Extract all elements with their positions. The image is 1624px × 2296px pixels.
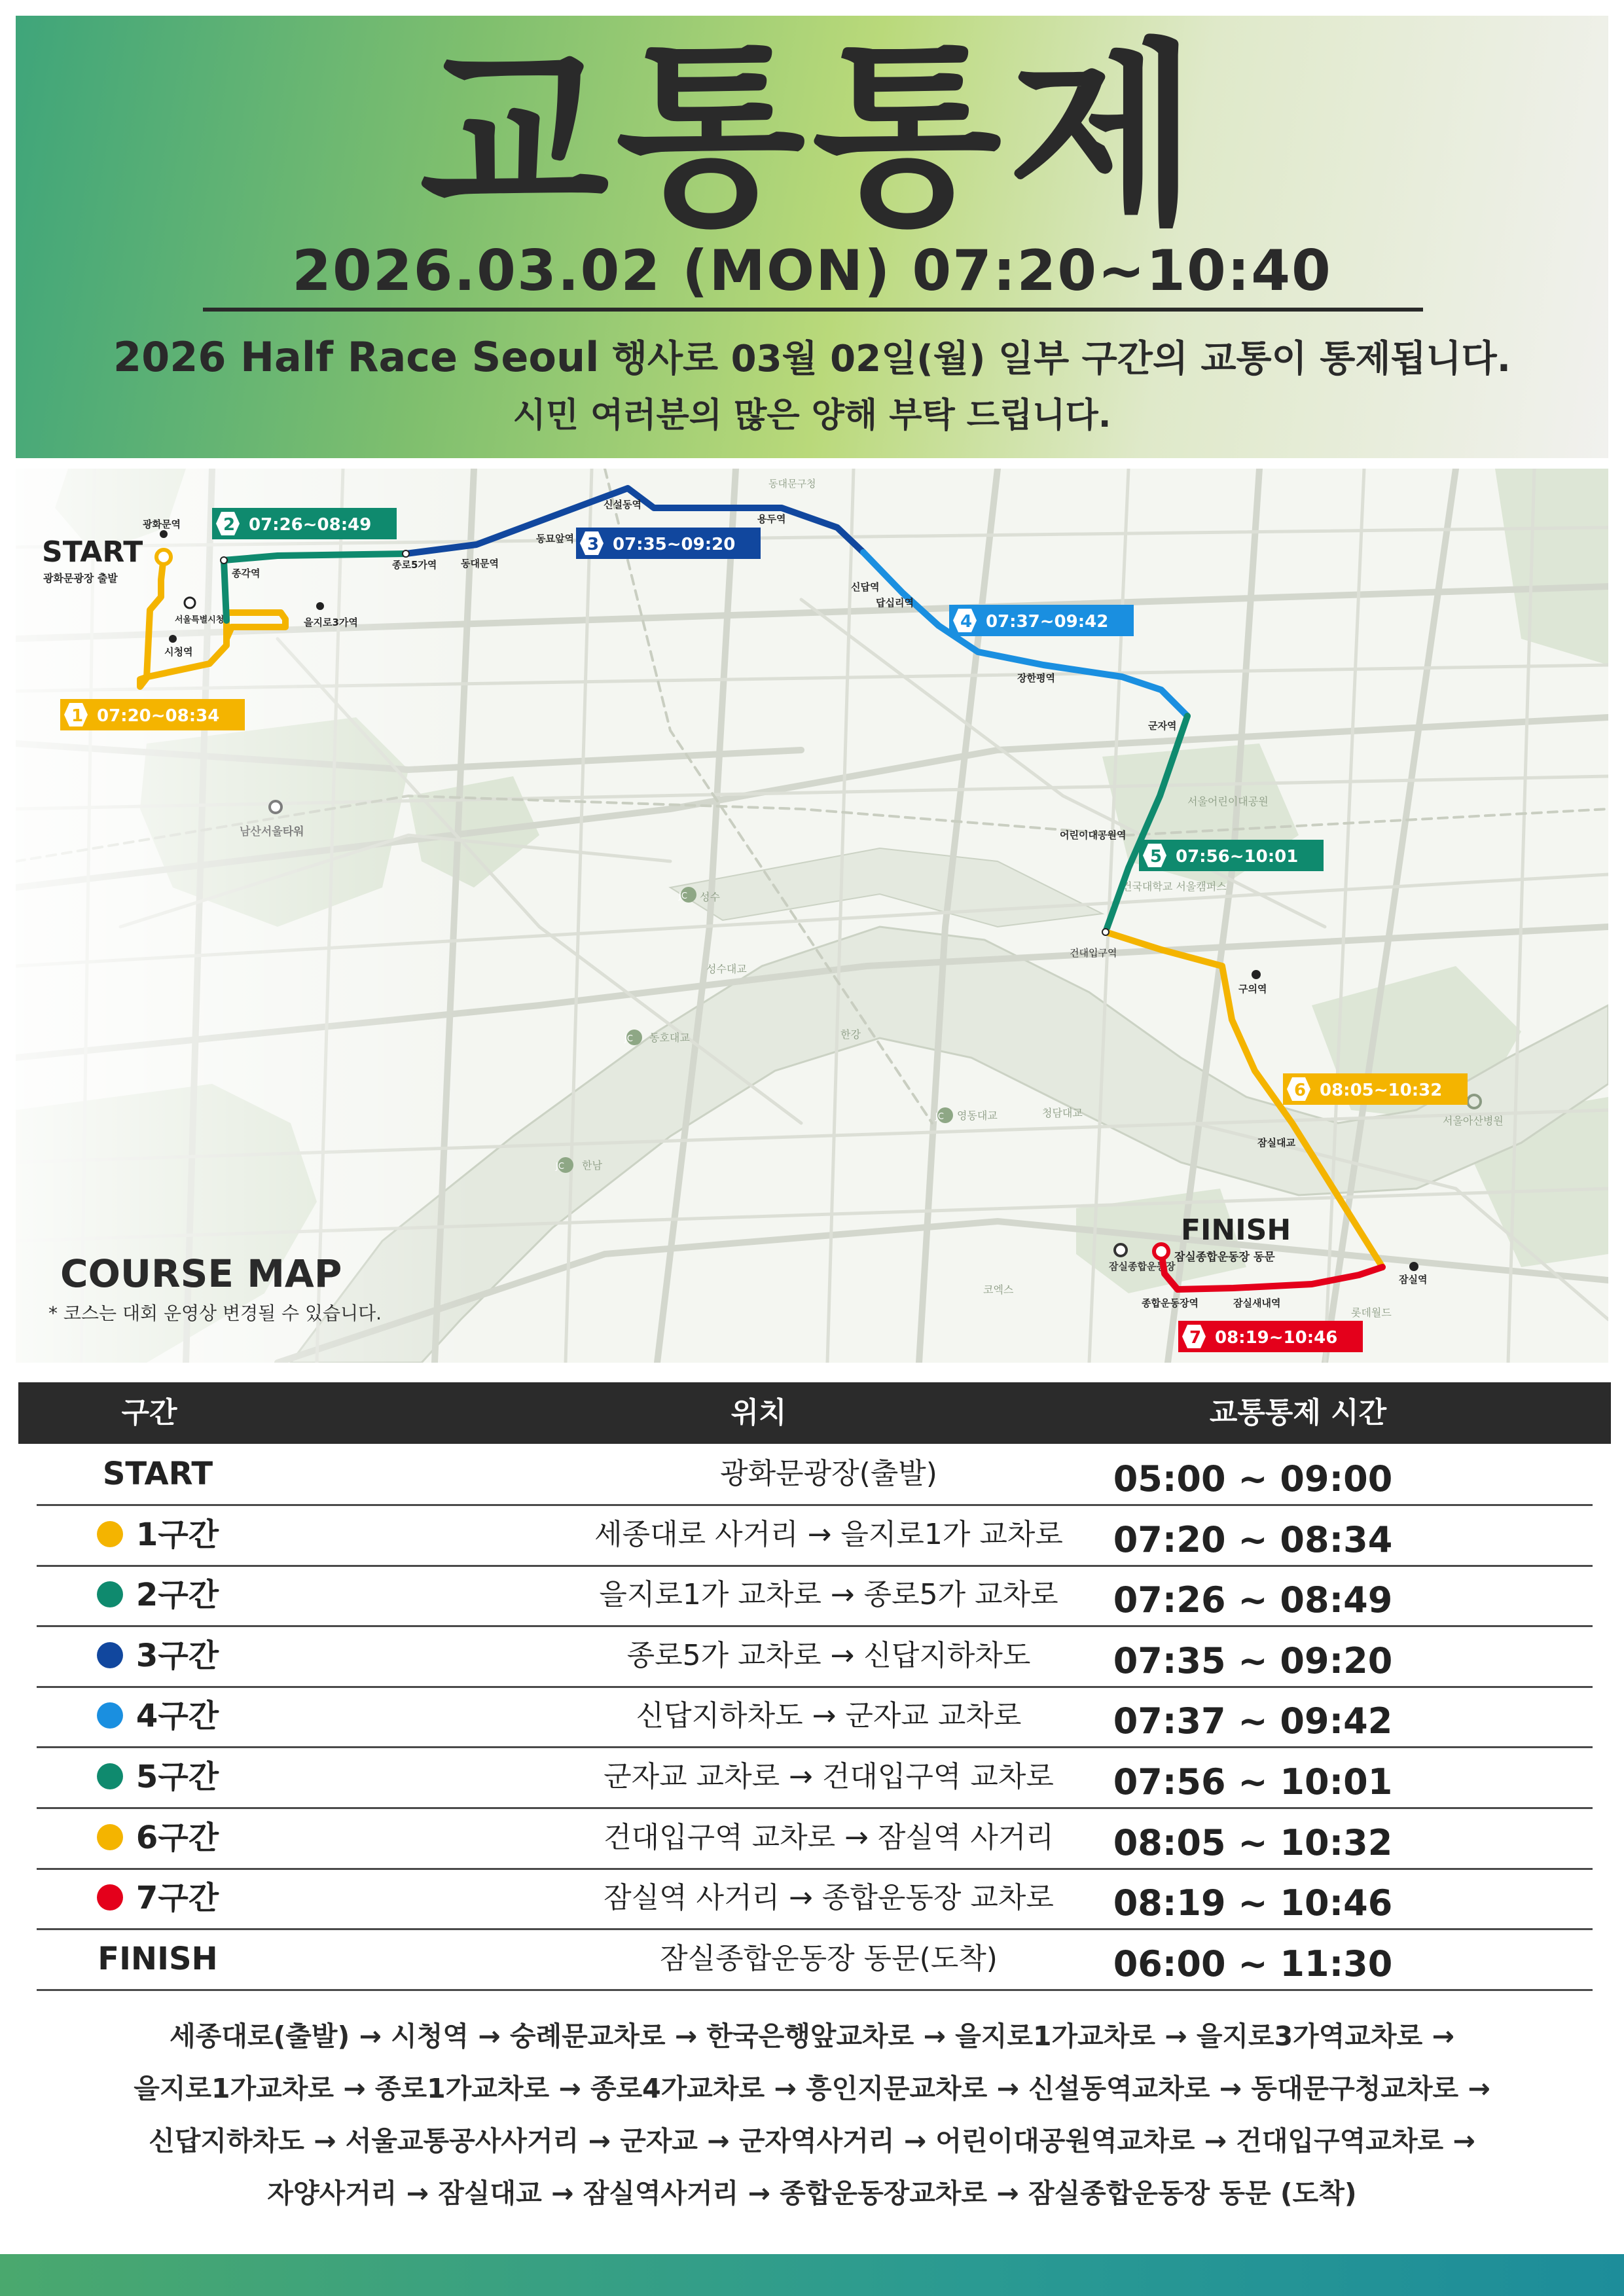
table-row bbox=[37, 1505, 1593, 1567]
svg-text:7: 7 bbox=[1189, 1328, 1202, 1348]
row-time: 07:37 ~ 09:42 bbox=[1113, 1700, 1393, 1742]
section-label: 4구간 bbox=[135, 1698, 219, 1735]
section-color-dot bbox=[97, 1642, 123, 1668]
finish-sub: 잠실종합운동장 동문 bbox=[1174, 1251, 1275, 1264]
row-section bbox=[37, 1868, 279, 1928]
section-label: 5구간 bbox=[135, 1759, 219, 1795]
svg-text:성수대교: 성수대교 bbox=[706, 963, 747, 975]
svg-text:한강: 한강 bbox=[840, 1028, 861, 1041]
table-row bbox=[37, 1808, 1593, 1870]
svg-text:구의역: 구의역 bbox=[1238, 983, 1267, 995]
row-location: 종로5가 교차로 → 신답지하차도 bbox=[626, 1638, 1031, 1672]
row-section bbox=[37, 1929, 279, 1989]
th-time: 교통통제 시간 bbox=[1209, 1396, 1387, 1429]
event-date: 2026.03.02 (MON) 07:20~10:40 bbox=[292, 238, 1332, 304]
start-sub: 광화문광장 출발 bbox=[43, 572, 118, 584]
svg-text:잠실대교: 잠실대교 bbox=[1257, 1137, 1295, 1149]
svg-text:코엑스: 코엑스 bbox=[983, 1283, 1014, 1296]
section-color-dot bbox=[97, 1824, 123, 1850]
svg-text:동대문구청: 동대문구청 bbox=[768, 478, 816, 490]
section-color-dot bbox=[97, 1763, 123, 1789]
svg-text:JC: JC bbox=[556, 1162, 564, 1172]
svg-text:신설동역: 신설동역 bbox=[604, 499, 641, 511]
row-time: 07:35 ~ 09:20 bbox=[1113, 1640, 1393, 1681]
row-time: 07:26 ~ 08:49 bbox=[1113, 1579, 1393, 1621]
svg-text:장한평역: 장한평역 bbox=[1017, 672, 1055, 684]
section-label: 3구간 bbox=[135, 1637, 219, 1674]
route-line-2: 을지로1가교차로 → 종로1가교차로 → 종로4가교차로 → 흥인지문교차로 → 신설동역교차로 → 동대문구청교차로 → bbox=[134, 2073, 1490, 2104]
course-map bbox=[16, 469, 1608, 1363]
svg-text:1: 1 bbox=[71, 706, 84, 726]
svg-text:성수: 성수 bbox=[700, 891, 720, 903]
footer-bar bbox=[0, 2254, 1624, 2296]
svg-text:6: 6 bbox=[1294, 1081, 1307, 1100]
svg-text:서울특별시청: 서울특별시청 bbox=[175, 615, 225, 625]
svg-text:08:19~10:46: 08:19~10:46 bbox=[1215, 1328, 1338, 1348]
row-location: 세종대로 사거리 → 을지로1가 교차로 bbox=[594, 1517, 1063, 1551]
row-location: 잠실역 사거리 → 종합운동장 교차로 bbox=[604, 1881, 1054, 1915]
row-time: 08:19 ~ 10:46 bbox=[1113, 1882, 1393, 1924]
course-map-note: * 코스는 대회 운영상 변경될 수 있습니다. bbox=[48, 1302, 382, 1324]
svg-text:신답역: 신답역 bbox=[851, 581, 880, 593]
row-section bbox=[37, 1626, 279, 1686]
section-label: FINISH bbox=[98, 1940, 218, 1977]
svg-text:07:56~10:01: 07:56~10:01 bbox=[1176, 847, 1299, 867]
svg-text:잠실역: 잠실역 bbox=[1399, 1274, 1428, 1285]
svg-text:을지로3가역: 을지로3가역 bbox=[304, 617, 358, 628]
row-section bbox=[37, 1686, 279, 1746]
row-time: 06:00 ~ 11:30 bbox=[1113, 1943, 1393, 1984]
start-marker bbox=[156, 550, 171, 564]
svg-text:영동대교: 영동대교 bbox=[957, 1109, 998, 1122]
row-location: 잠실종합운동장 동문(도착) bbox=[660, 1941, 998, 1975]
th-location: 위치 bbox=[731, 1396, 787, 1429]
table-row bbox=[37, 1444, 1593, 1506]
table-row bbox=[37, 1929, 1593, 1991]
svg-text:3: 3 bbox=[587, 535, 600, 554]
segment-tag-7 bbox=[1178, 1321, 1363, 1352]
svg-text:동호대교: 동호대교 bbox=[649, 1031, 690, 1044]
svg-text:07:20~08:34: 07:20~08:34 bbox=[97, 706, 220, 726]
svg-text:용두역: 용두역 bbox=[757, 513, 786, 525]
segment-tag-4 bbox=[949, 605, 1134, 636]
course-map-title: COURSE MAP bbox=[60, 1251, 342, 1296]
row-section bbox=[37, 1505, 279, 1565]
section-label: START bbox=[102, 1456, 213, 1492]
map-canvas bbox=[16, 469, 1608, 1363]
row-time: 07:56 ~ 10:01 bbox=[1113, 1761, 1393, 1803]
svg-text:어린이대공원역: 어린이대공원역 bbox=[1060, 829, 1127, 841]
svg-text:종로5가역: 종로5가역 bbox=[392, 559, 437, 571]
svg-text:07:35~09:20: 07:35~09:20 bbox=[613, 535, 736, 554]
section-color-dot bbox=[97, 1581, 123, 1607]
svg-text:종각역: 종각역 bbox=[232, 567, 261, 579]
row-location: 건대입구역 교차로 → 잠실역 사거리 bbox=[604, 1820, 1054, 1854]
segment-tag-2 bbox=[212, 508, 397, 539]
notice-line-1 bbox=[16, 330, 1608, 382]
svg-text:4: 4 bbox=[960, 612, 973, 632]
table-row bbox=[37, 1565, 1593, 1627]
row-location: 광화문광장(출발) bbox=[720, 1457, 937, 1490]
table-row bbox=[37, 1686, 1593, 1748]
table-row bbox=[37, 1868, 1593, 1930]
segment-tag-6 bbox=[1283, 1073, 1468, 1105]
row-section bbox=[37, 1747, 279, 1807]
svg-text:건대입구역: 건대입구역 bbox=[1070, 947, 1117, 959]
table-row bbox=[37, 1626, 1593, 1688]
row-section bbox=[37, 1565, 279, 1625]
svg-text:롯데월드: 롯데월드 bbox=[1351, 1306, 1392, 1319]
svg-text:건국대학교 서울캠퍼스: 건국대학교 서울캠퍼스 bbox=[1122, 880, 1227, 893]
svg-text:JC: JC bbox=[935, 1112, 944, 1122]
svg-text:2: 2 bbox=[223, 515, 236, 535]
route-line-3: 신답지하차도 → 서울교통공사사거리 → 군자교 → 군자역사거리 → 어린이대공원역교차로 → 건대입구역교차로 → bbox=[149, 2125, 1475, 2157]
header-banner bbox=[16, 16, 1608, 458]
page-title: 교통통제 bbox=[419, 22, 1205, 251]
table-row bbox=[37, 1747, 1593, 1809]
notice-line-2: 시민 여러분의 많은 양해 부탁 드립니다. bbox=[513, 396, 1111, 435]
section-color-dot bbox=[97, 1884, 123, 1910]
row-location: 을지로1가 교차로 → 종로5가 교차로 bbox=[599, 1578, 1058, 1612]
route-line-4: 자양사거리 → 잠실대교 → 잠실역사거리 → 종합운동장교차로 → 잠실종합운동장 동문 (도착) bbox=[267, 2178, 1357, 2209]
svg-text:동묘앞역: 동묘앞역 bbox=[536, 533, 574, 545]
table-header bbox=[18, 1382, 1611, 1444]
svg-text:종합운동장역: 종합운동장역 bbox=[1142, 1297, 1199, 1309]
svg-text:군자역: 군자역 bbox=[1148, 720, 1177, 732]
svg-text:07:26~08:49: 07:26~08:49 bbox=[249, 515, 372, 535]
row-time: 08:05 ~ 10:32 bbox=[1113, 1821, 1393, 1863]
row-time: 07:20 ~ 08:34 bbox=[1113, 1518, 1393, 1560]
svg-text:동대문역: 동대문역 bbox=[461, 558, 499, 569]
row-time: 05:00 ~ 09:00 bbox=[1113, 1458, 1393, 1499]
header-divider bbox=[203, 308, 1423, 312]
section-label: 6구간 bbox=[135, 1819, 219, 1856]
svg-text:07:37~09:42: 07:37~09:42 bbox=[986, 612, 1109, 632]
svg-text:서울어린이대공원: 서울어린이대공원 bbox=[1187, 795, 1269, 808]
row-location: 군자교 교차로 → 건대입구역 교차로 bbox=[604, 1760, 1054, 1793]
section-color-dot bbox=[97, 1702, 123, 1729]
svg-text:청담대교: 청담대교 bbox=[1042, 1107, 1083, 1119]
finish-label: FINISH bbox=[1181, 1213, 1291, 1247]
section-label: 7구간 bbox=[135, 1880, 219, 1917]
row-section bbox=[37, 1808, 279, 1868]
svg-text:5: 5 bbox=[1150, 847, 1163, 867]
th-section: 구간 bbox=[121, 1396, 177, 1429]
row-section bbox=[37, 1444, 279, 1504]
svg-text:한남: 한남 bbox=[582, 1159, 602, 1172]
segment-tag-3 bbox=[576, 528, 761, 559]
segment-tag-1 bbox=[60, 699, 245, 730]
svg-text:답십리역: 답십리역 bbox=[876, 597, 914, 609]
finish-marker bbox=[1154, 1244, 1168, 1259]
svg-text:JC: JC bbox=[679, 891, 687, 901]
svg-text:광화문역: 광화문역 bbox=[143, 518, 181, 530]
route-line-1: 세종대로(출발) → 시청역 → 숭례문교차로 → 한국은행앞교차로 → 을지로1가교차로 → 을지로3가역교차로 → bbox=[170, 2020, 1454, 2052]
svg-text:JC: JC bbox=[624, 1034, 633, 1044]
section-label: 1구간 bbox=[135, 1516, 219, 1553]
svg-text:서울아산병원: 서울아산병원 bbox=[1443, 1115, 1504, 1127]
row-location: 신답지하차도 → 군자교 교차로 bbox=[636, 1699, 1022, 1733]
start-label: START bbox=[42, 535, 143, 569]
section-label: 2구간 bbox=[135, 1577, 219, 1614]
notice-text: 행사로 03월 02일(월) 일부 구간의 교통이 통제됩니다. bbox=[599, 338, 1511, 380]
svg-text:잠실새내역: 잠실새내역 bbox=[1233, 1297, 1281, 1309]
svg-text:시청역: 시청역 bbox=[164, 646, 193, 658]
event-name: 2026 Half Race Seoul bbox=[113, 333, 600, 381]
svg-text:잠실종합운동장: 잠실종합운동장 bbox=[1109, 1261, 1176, 1272]
segment-tag-5 bbox=[1139, 840, 1324, 871]
map-fade bbox=[16, 469, 474, 1363]
section-color-dot bbox=[97, 1521, 123, 1547]
svg-text:08:05~10:32: 08:05~10:32 bbox=[1320, 1081, 1443, 1100]
